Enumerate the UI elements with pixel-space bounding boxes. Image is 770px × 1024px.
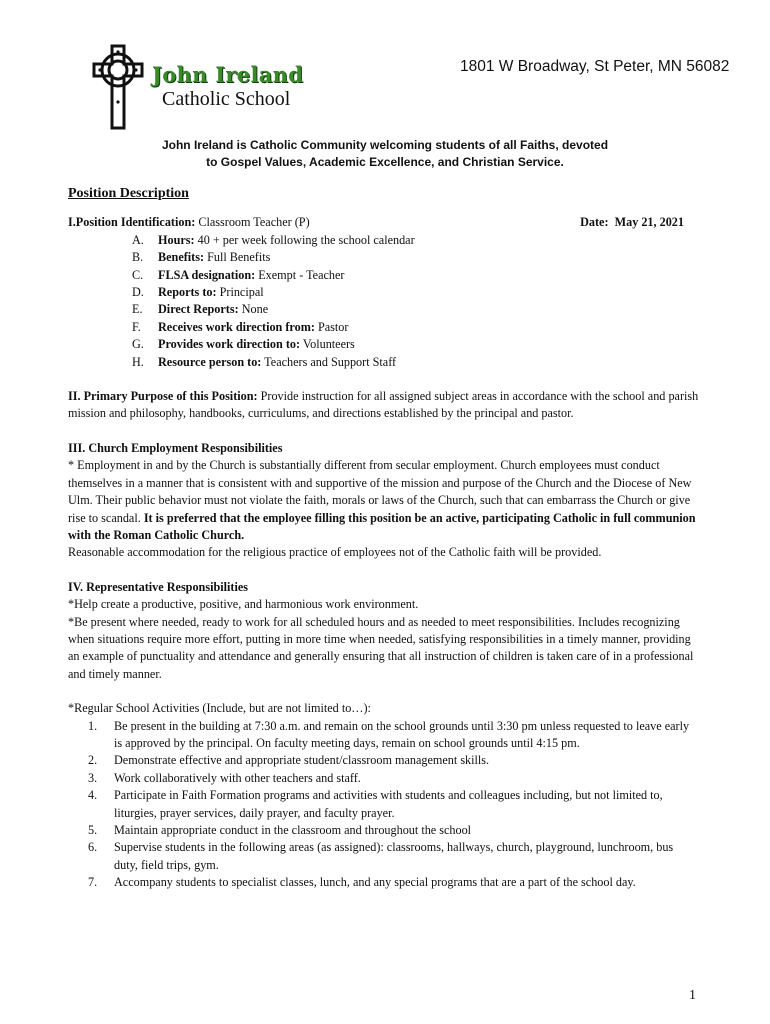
item-letter: E. (132, 302, 143, 317)
list-item (132, 267, 700, 284)
church-employment-body: * Employment in and by the Church is substantially different from secular employment. Church employees must conduct themselves in a manner that is consistent with and supportive of the mission and purpose of the Church and the Diocese of New Ulm. Their public behavior must not violate the faith, morals or laws of the Church, such that can embarrass the Church or give rise to scandal. (68, 458, 692, 525)
list-item (88, 822, 700, 839)
list-item (88, 787, 700, 822)
item-number: 3. (88, 770, 98, 785)
position-identification-label: I.Position Identification: (68, 215, 196, 230)
school-address: 1801 W Broadway, St Peter, MN 56082 (460, 58, 730, 75)
list-item (88, 839, 700, 874)
activities-list (68, 718, 700, 892)
item-value: Pastor (314, 319, 349, 334)
list-item (88, 874, 700, 891)
representative-responsibilities-heading: IV. Representative Responsibilities (68, 579, 248, 594)
item-number: 4. (88, 788, 98, 803)
item-label: Benefits: (158, 250, 205, 265)
item-letter: F. (132, 319, 141, 334)
item-label: Resource person to: (158, 354, 262, 369)
item-value: Volunteers (300, 337, 355, 352)
school-name: John Ireland (152, 62, 304, 87)
position-identification-value: Classroom Teacher (P) (195, 215, 310, 230)
list-item (132, 319, 700, 336)
date-label: Date: (580, 215, 609, 230)
item-number: 2. (88, 753, 98, 768)
item-letter: G. (132, 337, 144, 352)
position-identification-row (68, 214, 700, 231)
church-employment-bold: It is preferred that the employee filling this position be an active, participating Catholic in full communion with the Roman Catholic Church. (68, 510, 696, 542)
position-identification (68, 214, 310, 231)
item-label: Reports to: (158, 285, 217, 300)
item-text: Demonstrate effective and appropriate student/classroom management skills. (114, 753, 490, 768)
list-item (132, 232, 700, 249)
church-employment-text (68, 457, 700, 544)
item-number: 5. (88, 823, 98, 837)
item-value: 40 + per week following the school calendar (194, 232, 415, 247)
document-title: Position Description (68, 186, 189, 201)
item-number: 6. (88, 840, 98, 855)
mission-line-1: John Ireland is Catholic Community welcoming students of all Faiths, devoted (161, 138, 609, 152)
item-number: 7. (88, 875, 98, 890)
list-item (132, 336, 700, 353)
item-letter: D. (132, 285, 144, 300)
item-label: Provides work direction to: (158, 337, 301, 352)
document-body (68, 185, 700, 892)
item-label: Hours: (158, 232, 195, 247)
item-text: Participate in Faith Formation programs and activities with students and colleagues including, but not limited to, liturgies, prayer services, daily prayer, and faculty prayer. (114, 788, 663, 820)
accommodation-text: Reasonable accommodation for the religious practice of employees not of the Catholic faith will be provided. (68, 545, 602, 560)
item-value: Full Benefits (204, 250, 271, 265)
item-text: Maintain appropriate conduct in the classroom and throughout the school (114, 823, 472, 837)
item-text: Work collaboratively with other teachers and staff. (114, 770, 361, 785)
church-employment-heading: III. Church Employment Responsibilities (68, 440, 283, 455)
primary-purpose-section (68, 388, 700, 423)
item-value: Principal (216, 285, 264, 300)
item-letter: B. (132, 250, 144, 265)
list-item (132, 284, 700, 301)
item-letter: H. (132, 354, 144, 369)
item-number: 1. (88, 718, 98, 733)
item-letter: C. (132, 267, 144, 282)
item-text: Be present in the building at 7:30 a.m. and remain on the school grounds until 3:30 pm unless requested to leave early is approved by the principal. On faculty meeting days, remain on school grounds until 4:15 pm. (114, 718, 690, 750)
list-item (132, 301, 700, 318)
date-value: May 21, 2021 (608, 215, 684, 230)
item-letter: A. (132, 232, 144, 247)
primary-purpose-text: Provide instruction for all assigned subject areas in accordance with the school and parish mission and philosophy, handbooks, curriculums, and directions established by the principal and pastor. (68, 389, 699, 421)
item-label: Receives work direction from: (158, 319, 315, 334)
list-item (88, 718, 700, 753)
mission-statement (100, 137, 670, 171)
page-number: 1 (689, 988, 696, 1003)
item-label: Direct Reports: (158, 302, 239, 317)
celtic-cross-logo-icon (78, 42, 158, 132)
primary-purpose-label: II. Primary Purpose of this Position: (68, 389, 258, 404)
mission-line-2: to Gospel Values, Academic Excellence, and Christian Service. (206, 155, 564, 169)
responsibility-paragraph-2: *Be present where needed, ready to work for all scheduled hours and as needed to meet responsibilities. Includes recognizing when situations require more effort, putting in more time when needed, satisfying responsibilities in a timely manner, providing an example of punctuality and attendance and generally ensuring that all instruction of children is taken care of in a professional and timely manner. (68, 614, 694, 681)
item-value: Exempt - Teacher (255, 267, 345, 282)
item-value: Teachers and Support Staff (261, 354, 397, 369)
document-date (580, 214, 684, 231)
activities-intro: *Regular School Activities (Include, but are not limited to…): (68, 701, 371, 716)
responsibility-paragraph-1: *Help create a productive, positive, and harmonious work environment. (68, 597, 419, 612)
list-item (88, 752, 700, 769)
item-value: None (238, 302, 269, 317)
position-details-list (68, 232, 700, 371)
school-subtitle: Catholic School (162, 88, 291, 110)
list-item (88, 770, 700, 787)
item-text: Supervise students in the following areas (as assigned): classrooms, hallways, church, playground, lunchroom, bus duty, field trips, gym. (114, 840, 674, 872)
list-item (132, 354, 700, 371)
item-label: FLSA designation: (158, 267, 256, 282)
item-text: Accompany students to specialist classes, lunch, and any special programs that are a part of the school day. (114, 875, 636, 890)
list-item (132, 249, 700, 266)
